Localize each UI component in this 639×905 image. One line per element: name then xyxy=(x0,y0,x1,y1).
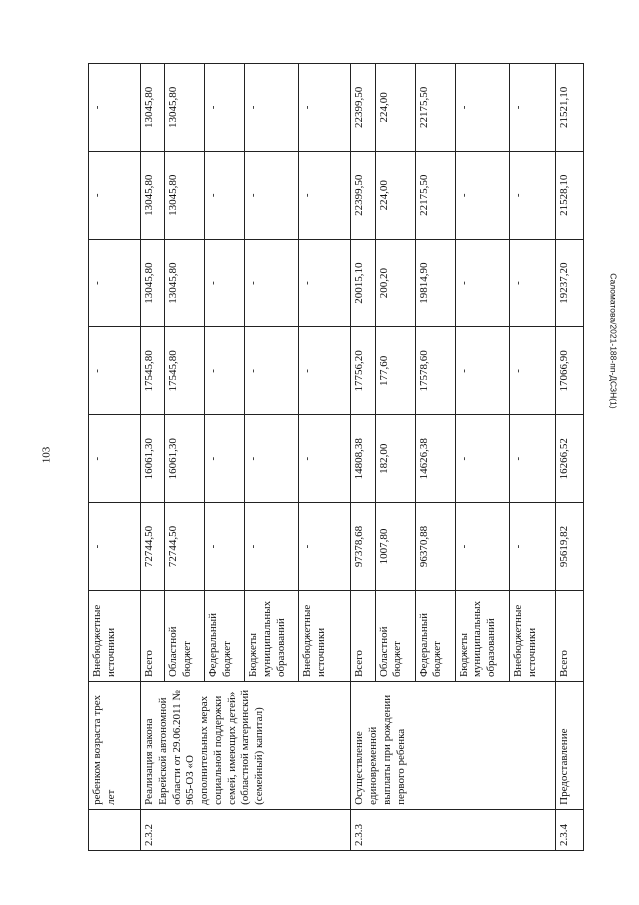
page-number: 103 xyxy=(40,446,52,464)
value-cell: 19814,90 xyxy=(415,239,455,327)
value-cell: 17545,80 xyxy=(141,327,165,415)
value-cell: - xyxy=(455,327,509,415)
value-cell: 22399,50 xyxy=(351,151,375,239)
value-cell: 22399,50 xyxy=(351,64,375,152)
value-cell: - xyxy=(299,327,351,415)
funding-source-cell: Бюджеты муниципальных образований xyxy=(245,590,299,681)
value-cell: 72744,50 xyxy=(141,503,165,591)
funding-source-cell: Областной бюджет xyxy=(375,590,415,681)
value-cell: - xyxy=(205,503,245,591)
value-cell: 224,00 xyxy=(375,64,415,152)
value-cell: - xyxy=(205,415,245,503)
table-frame xyxy=(88,63,584,851)
value-cell: 22175,50 xyxy=(415,64,455,152)
funding-source-cell: Внебюджетные источники xyxy=(299,590,351,681)
value-cell: - xyxy=(509,151,555,239)
value-cell: - xyxy=(455,151,509,239)
value-cell: 13045,80 xyxy=(141,64,165,152)
funding-source-cell: Внебюджетные источники xyxy=(509,590,555,681)
value-cell: 14626,38 xyxy=(415,415,455,503)
value-cell: 97378,68 xyxy=(351,503,375,591)
value-cell: 21528,10 xyxy=(555,151,583,239)
budget-table xyxy=(88,63,584,851)
value-cell: - xyxy=(89,415,141,503)
funding-source-cell: Федеральный бюджет xyxy=(415,590,455,681)
value-cell: - xyxy=(205,64,245,152)
funding-source-cell: Бюджеты муниципальных образований xyxy=(455,590,509,681)
value-cell: - xyxy=(455,415,509,503)
value-cell: 14808,38 xyxy=(351,415,375,503)
value-cell: - xyxy=(89,503,141,591)
value-cell: - xyxy=(245,503,299,591)
value-cell: - xyxy=(245,415,299,503)
value-cell: - xyxy=(245,151,299,239)
value-cell: 224,00 xyxy=(375,151,415,239)
value-cell: - xyxy=(245,64,299,152)
value-cell: 200,20 xyxy=(375,239,415,327)
value-cell: - xyxy=(89,239,141,327)
rotated-table-area xyxy=(88,63,584,851)
value-cell: - xyxy=(205,239,245,327)
measure-name-cell: Реализация закона Еврейской автономной области от 29.06.2011 № 965-ОЗ «О дополнительных мерах социальной поддержки семей, имеющих детей» (областной материнский (семейный) капитал) xyxy=(141,682,351,810)
value-cell: 13045,80 xyxy=(165,64,205,152)
value-cell: - xyxy=(509,503,555,591)
value-cell: 17545,80 xyxy=(165,327,205,415)
value-cell: - xyxy=(299,503,351,591)
row-number-cell: 2.3.4 xyxy=(555,809,583,850)
value-cell: - xyxy=(299,64,351,152)
value-cell: - xyxy=(509,327,555,415)
value-cell: 16061,30 xyxy=(141,415,165,503)
value-cell: - xyxy=(89,151,141,239)
value-cell: 19237,20 xyxy=(555,239,583,327)
value-cell: 96370,88 xyxy=(415,503,455,591)
value-cell: - xyxy=(245,239,299,327)
measure-name-cell: Осуществление единовременной выплаты при рождении первого ребенка xyxy=(351,682,555,810)
value-cell: 95619,82 xyxy=(555,503,583,591)
value-cell: 13045,80 xyxy=(165,239,205,327)
funding-source-cell: Внебюджетные источники xyxy=(89,590,141,681)
value-cell: - xyxy=(89,327,141,415)
value-cell: 13045,80 xyxy=(141,151,165,239)
value-cell: - xyxy=(455,503,509,591)
value-cell: 1007,80 xyxy=(375,503,415,591)
value-cell: 177,60 xyxy=(375,327,415,415)
value-cell: 17578,60 xyxy=(415,327,455,415)
table-row xyxy=(141,64,165,851)
value-cell: 72744,50 xyxy=(165,503,205,591)
value-cell: - xyxy=(509,64,555,152)
value-cell: - xyxy=(509,239,555,327)
value-cell: - xyxy=(455,64,509,152)
value-cell: 13045,80 xyxy=(165,151,205,239)
funding-source-cell: Федеральный бюджет xyxy=(205,590,245,681)
value-cell: - xyxy=(455,239,509,327)
table-row xyxy=(555,64,583,851)
value-cell: - xyxy=(205,327,245,415)
value-cell: 20015,10 xyxy=(351,239,375,327)
funding-source-cell: Всего xyxy=(555,590,583,681)
value-cell: - xyxy=(299,151,351,239)
row-number-cell: 2.3.2 xyxy=(141,809,351,850)
value-cell: - xyxy=(245,327,299,415)
value-cell: 22175,50 xyxy=(415,151,455,239)
value-cell: 21521,10 xyxy=(555,64,583,152)
value-cell: - xyxy=(299,239,351,327)
funding-source-cell: Всего xyxy=(141,590,165,681)
value-cell: 17066,90 xyxy=(555,327,583,415)
row-number-cell xyxy=(89,809,141,850)
value-cell: - xyxy=(89,64,141,152)
value-cell: 17756,20 xyxy=(351,327,375,415)
value-cell: - xyxy=(509,415,555,503)
value-cell: 16266,52 xyxy=(555,415,583,503)
document-code: Саломатова/2021-188-пп-ДСЗН(1) xyxy=(609,273,620,409)
table-row xyxy=(351,64,375,851)
value-cell: 13045,80 xyxy=(141,239,165,327)
value-cell: 16061,30 xyxy=(165,415,205,503)
value-cell: - xyxy=(205,151,245,239)
value-cell: - xyxy=(299,415,351,503)
funding-source-cell: Всего xyxy=(351,590,375,681)
value-cell: 182,00 xyxy=(375,415,415,503)
funding-source-cell: Областной бюджет xyxy=(165,590,205,681)
table-row xyxy=(89,64,141,851)
measure-name-cell: ребенком возраста трех лет xyxy=(89,682,141,810)
row-number-cell: 2.3.3 xyxy=(351,809,555,850)
measure-name-cell: Предоставление xyxy=(555,682,583,810)
